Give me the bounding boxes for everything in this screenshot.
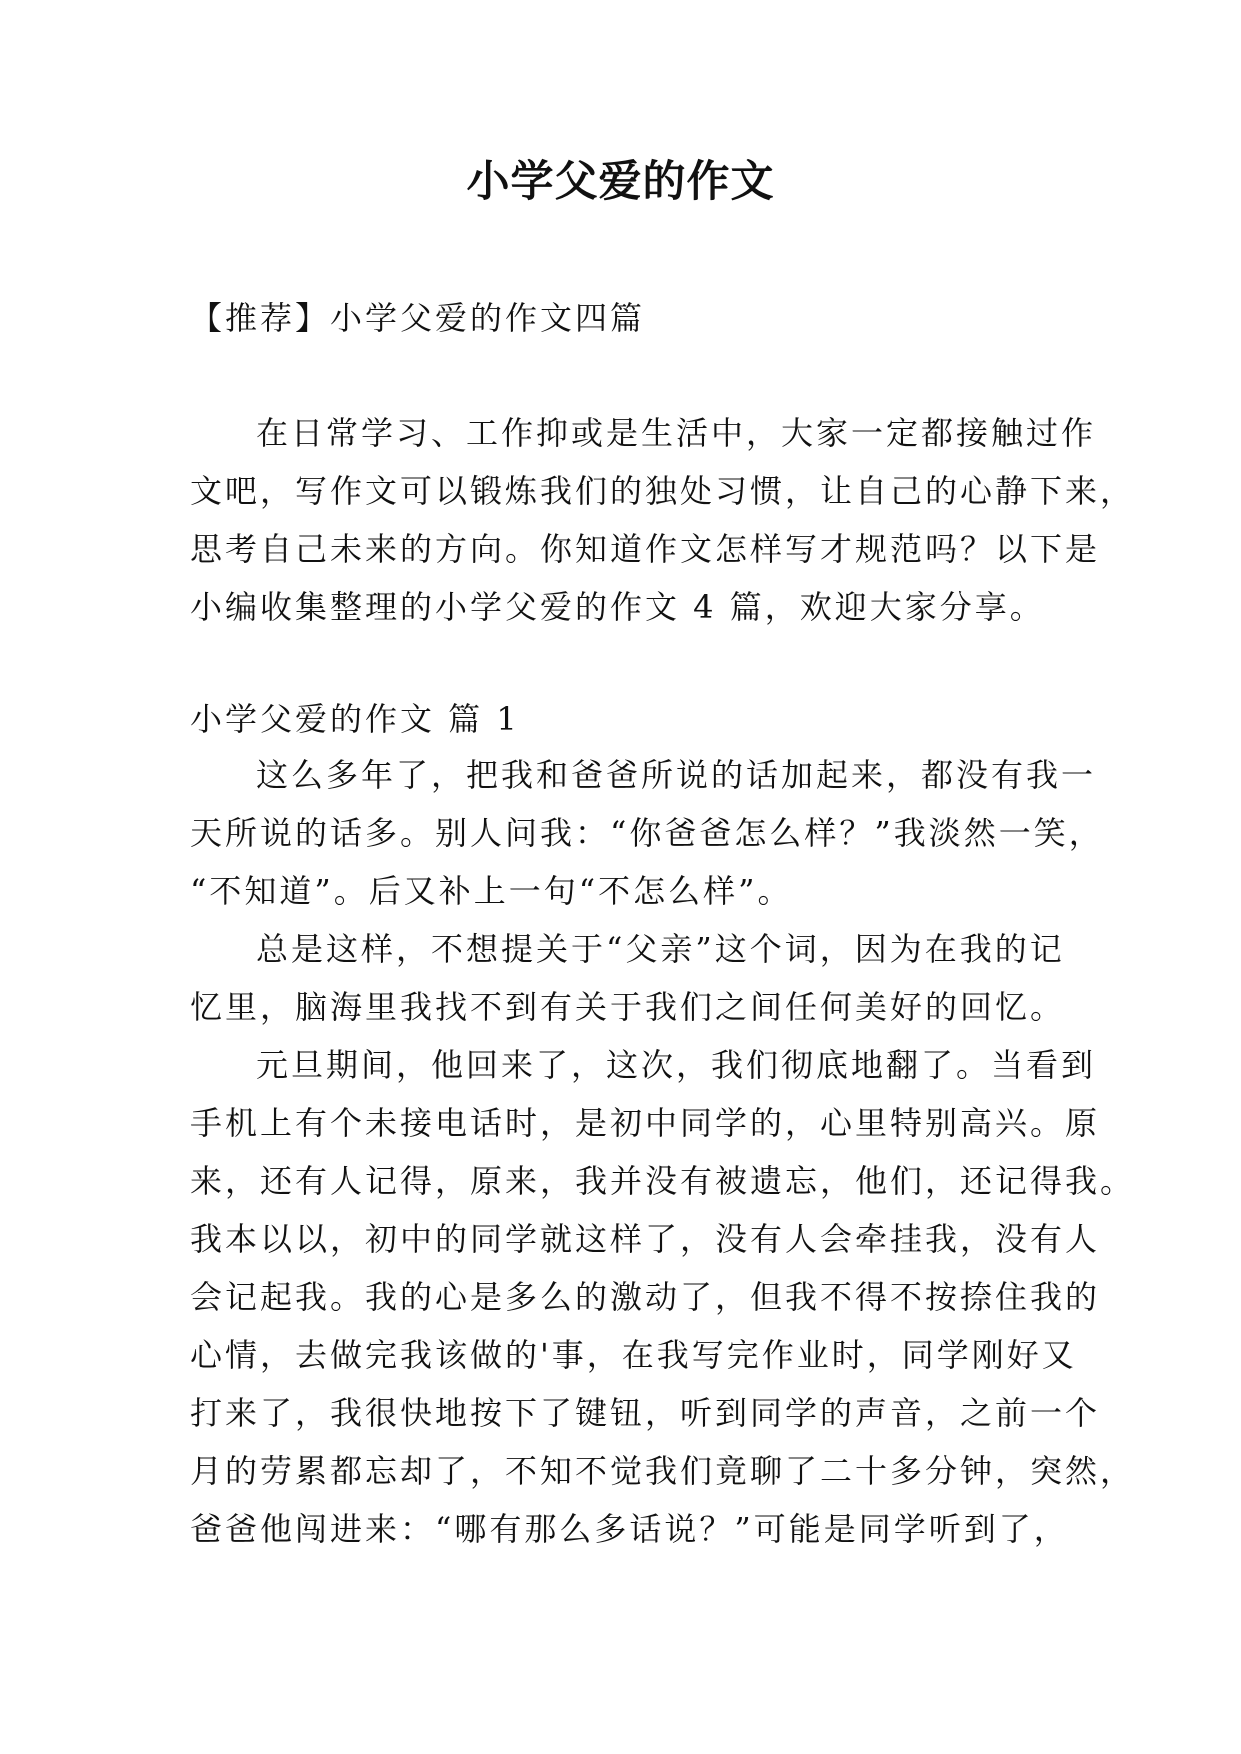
document-subtitle — [190, 289, 1090, 347]
intro-line: 小编收集整理的小学父爱的作文 4 篇，欢迎大家分享。 — [190, 588, 1045, 626]
paragraph-line: 总是这样，不想提关于“父亲”这个词，因为在我的记 — [256, 930, 1065, 968]
intro-line: 在日常学习、工作抑或是生活中，大家一定都接触过作 — [256, 414, 1097, 452]
subtitle-line: 【推荐】小学父爱的作文四篇 — [190, 299, 646, 337]
paragraph-line: 打来了，我很快地按下了键钮，听到同学的声音，之前一个 — [190, 1394, 1101, 1432]
section-heading-text: 小学父爱的作文 篇 1 — [190, 700, 520, 738]
paragraph-line: “不知道”。后又补上一句“不怎么样”。 — [190, 872, 793, 910]
paragraph-line: 会记起我。我的心是多么的激动了，但我不得不按捺住我的 — [190, 1278, 1101, 1316]
paragraph-line: 元旦期间，他回来了，这次，我们彻底地翻了。当看到 — [256, 1046, 1097, 1084]
intro-line: 思考自己未来的方向。你知道作文怎样写才规范吗？以下是 — [190, 530, 1101, 568]
paragraph-line: 忆里，脑海里我找不到有关于我们之间任何美好的回忆。 — [190, 988, 1066, 1026]
intro-line: 文吧，写作文可以锻炼我们的独处习惯，让自己的心静下来， — [190, 472, 1136, 510]
paragraph-line: 手机上有个未接电话时，是初中同学的，心里特别高兴。原 — [190, 1104, 1101, 1142]
section-heading — [190, 690, 1090, 748]
paragraph-line: 来，还有人记得，原来，我并没有被遗忘，他们，还记得我。 — [190, 1162, 1136, 1200]
paragraph-line: 爸爸他闯进来：“哪有那么多话说？”可能是同学听到了， — [190, 1510, 1069, 1548]
paragraph-2 — [190, 920, 1090, 1036]
paragraph-line: 我本以以，初中的同学就这样了，没有人会牵挂我，没有人 — [190, 1220, 1101, 1258]
intro-paragraph — [190, 404, 1136, 636]
paragraph-line: 心情，去做完我该做的'事，在我写完作业时，同学刚好又 — [190, 1336, 1077, 1374]
document-title: 小学父爱的作文 — [466, 157, 775, 207]
paragraph-1 — [190, 746, 1104, 920]
paragraph-3 — [190, 1036, 1136, 1558]
paragraph-line: 这么多年了，把我和爸爸所说的话加起来，都没有我一 — [256, 756, 1097, 794]
paragraph-line: 天所说的话多。别人问我：“你爸爸怎么样？”我淡然一笑， — [190, 814, 1104, 852]
paragraph-line: 月的劳累都忘却了，不知不觉我们竟聊了二十多分钟，突然， — [190, 1452, 1136, 1490]
